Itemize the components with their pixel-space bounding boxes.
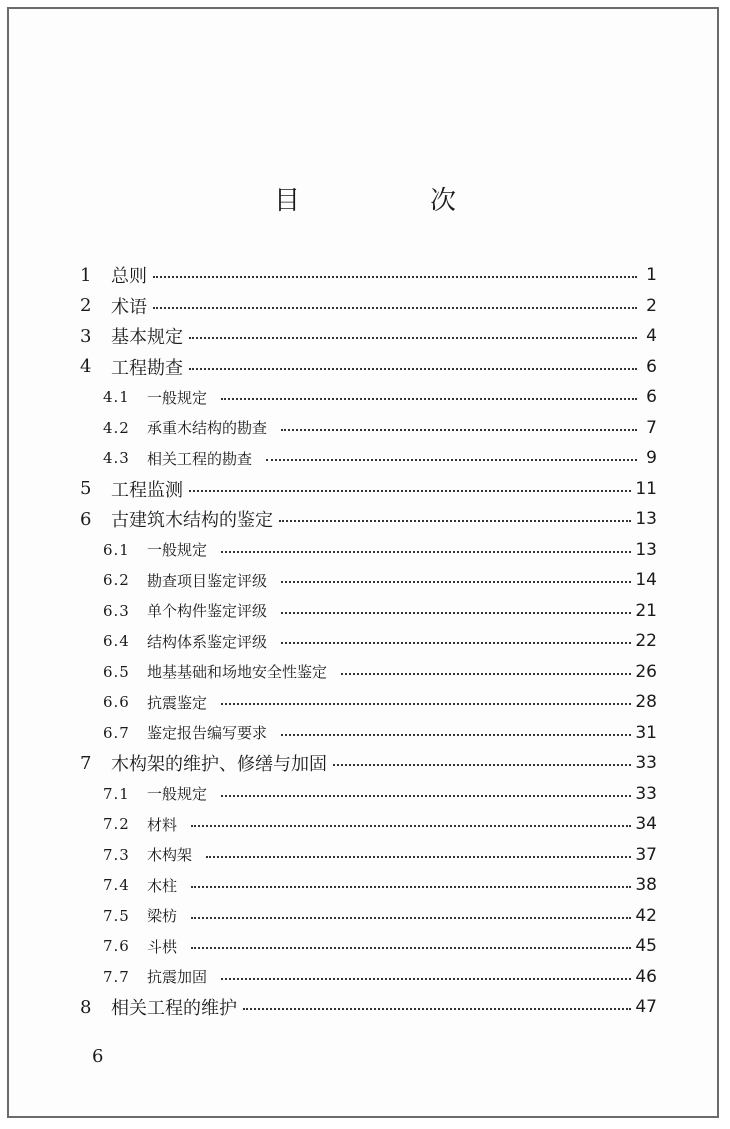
toc-entry-page: 13	[635, 509, 657, 529]
dot-leader	[221, 978, 631, 980]
toc-entry[interactable]	[103, 720, 657, 746]
dot-leader	[221, 398, 637, 400]
toc-entry-label: 结构体系鉴定评级	[147, 632, 268, 651]
toc-entry[interactable]	[103, 933, 657, 959]
toc-entry-page: 38	[635, 875, 657, 895]
toc-entry-label: 总则	[111, 266, 147, 287]
toc-entry-label: 材料	[147, 815, 178, 834]
dot-leader	[153, 307, 637, 309]
toc-entry[interactable]	[103, 842, 657, 868]
toc-entry-label: 工程监测	[111, 479, 183, 501]
toc-entry-number: 4.3	[103, 449, 130, 467]
toc-entry-number: 6.2	[103, 571, 130, 589]
toc-entry-page: 26	[635, 661, 657, 682]
toc-entry-label: 木构架	[147, 846, 193, 864]
toc-entry-label: 工程勘查	[111, 357, 183, 379]
toc-entry-page: 2	[646, 295, 657, 316]
toc-entry[interactable]	[103, 628, 657, 654]
toc-entry-number: 6	[80, 508, 92, 530]
toc-entry-page: 33	[635, 753, 657, 773]
toc-entry-page: 6	[646, 356, 657, 377]
toc-entry-label: 斗栱	[147, 937, 178, 956]
toc-entry[interactable]	[80, 994, 657, 1020]
toc-entry-number: 6.5	[103, 662, 130, 681]
toc-entry[interactable]	[80, 293, 657, 319]
toc-entry-number: 4	[80, 356, 92, 377]
toc-entry-number: 8	[80, 996, 92, 1018]
toc-entry-number: 5	[80, 478, 92, 499]
toc-entry[interactable]	[80, 262, 657, 288]
toc-entry-page: 14	[635, 570, 657, 590]
toc-entry-label: 一般规定	[147, 541, 208, 559]
toc-entry-page: 22	[635, 631, 657, 651]
dot-leader	[206, 856, 631, 858]
dot-leader	[191, 886, 631, 888]
toc-entry-number: 7.2	[103, 815, 130, 833]
toc-entry-page: 11	[635, 478, 657, 499]
page-number: 6	[92, 1046, 104, 1067]
toc-entry-number: 4.1	[103, 388, 130, 406]
toc-entry-number: 4.2	[103, 418, 130, 437]
toc-entry-number: 7	[80, 752, 92, 774]
dot-leader	[281, 429, 637, 431]
toc-entry[interactable]	[103, 903, 657, 929]
toc-entry-page: 6	[646, 387, 657, 407]
toc-entry-number: 7.7	[103, 967, 130, 986]
toc-entry[interactable]	[80, 750, 657, 776]
dot-leader	[189, 337, 637, 339]
toc-entry-page: 33	[635, 783, 657, 804]
toc-entry-number: 6.4	[103, 632, 130, 650]
toc-entry-page: 34	[635, 814, 657, 834]
dot-leader	[243, 1008, 631, 1010]
toc-entry-label: 基本规定	[111, 327, 183, 348]
dot-leader	[279, 520, 631, 522]
dot-leader	[221, 703, 631, 705]
toc-entry-label: 鉴定报告编写要求	[147, 724, 268, 742]
toc-entry-label: 勘查项目鉴定评级	[147, 571, 268, 590]
dot-leader	[191, 825, 631, 827]
toc-entry-number: 6.1	[103, 540, 130, 559]
toc-entry-label: 地基基础和场地安全性鉴定	[147, 663, 328, 681]
toc-entry[interactable]	[103, 781, 657, 807]
toc-entry-page: 31	[635, 722, 657, 743]
toc-entry[interactable]	[80, 476, 657, 502]
dot-leader	[333, 764, 631, 766]
dot-leader	[266, 459, 637, 461]
toc-entry[interactable]	[103, 811, 657, 837]
toc-entry[interactable]	[80, 323, 657, 349]
toc-entry[interactable]	[103, 567, 657, 593]
dot-leader	[281, 642, 631, 644]
dot-leader	[189, 490, 631, 492]
toc-entry[interactable]	[103, 659, 657, 685]
toc-entry-label: 术语	[111, 296, 147, 318]
toc-entry-number: 6.6	[103, 693, 130, 711]
toc-entry-page: 7	[646, 417, 657, 438]
toc-entry-page: 21	[635, 600, 657, 621]
toc-entry-label: 一般规定	[147, 785, 208, 803]
toc-entry-page: 45	[635, 936, 657, 956]
toc-entry[interactable]	[103, 537, 657, 563]
toc-entry-label: 承重木结构的勘查	[147, 419, 268, 437]
toc-entry-label: 梁枋	[147, 907, 178, 925]
dot-leader	[221, 795, 631, 797]
toc-entry[interactable]	[103, 689, 657, 715]
toc-entry-page: 46	[635, 966, 657, 987]
toc-entry-label: 抗震鉴定	[147, 693, 208, 712]
dot-leader	[281, 612, 631, 614]
toc-entry-label: 抗震加固	[147, 968, 208, 986]
dot-leader	[191, 917, 631, 919]
toc-entry-page: 4	[646, 326, 657, 346]
toc-entry-label: 古建筑木结构的鉴定	[111, 510, 273, 531]
dot-leader	[153, 276, 637, 278]
dot-leader	[189, 368, 637, 370]
toc-entry[interactable]	[103, 872, 657, 898]
dot-leader	[191, 947, 631, 949]
toc-entry-number: 3	[80, 325, 92, 347]
toc-entry-label: 单个构件鉴定评级	[147, 602, 268, 620]
toc-entry-label: 相关工程的勘查	[147, 449, 253, 468]
toc-entry-page: 37	[635, 844, 657, 865]
page-title: 目 次	[273, 186, 508, 216]
toc-entry-page: 1	[646, 265, 657, 285]
toc-entry-number: 6.7	[103, 723, 130, 742]
toc-entry[interactable]	[103, 415, 657, 441]
toc-entry[interactable]	[103, 598, 657, 624]
toc-entry-number: 2	[80, 295, 92, 316]
dot-leader	[221, 551, 631, 553]
toc-entry[interactable]	[80, 506, 657, 532]
dot-leader	[341, 673, 631, 675]
toc-entry-number: 7.5	[103, 906, 130, 925]
toc-entry[interactable]	[103, 384, 657, 410]
toc-entry-page: 42	[635, 905, 657, 926]
toc-entry-page: 28	[635, 692, 657, 712]
toc-entry-page: 47	[635, 997, 657, 1017]
toc-entry-number: 7.6	[103, 937, 130, 955]
toc-entry-number: 1	[80, 264, 92, 286]
toc-entry-number: 7.3	[103, 845, 130, 864]
toc-entry-label: 一般规定	[147, 388, 208, 407]
dot-leader	[281, 581, 631, 583]
toc-entry-page: 9	[646, 448, 657, 468]
toc-entry-number: 7.4	[103, 876, 130, 894]
toc-entry[interactable]	[80, 354, 657, 380]
dot-leader	[281, 734, 631, 736]
toc-entry-number: 7.1	[103, 784, 130, 803]
toc-entry[interactable]	[103, 445, 657, 471]
toc-entry-label: 相关工程的维护	[111, 998, 237, 1019]
toc-entry-number: 6.3	[103, 601, 130, 620]
toc-entry-page: 13	[635, 539, 657, 560]
toc-entry-label: 木构架的维护、修缮与加固	[111, 754, 327, 775]
toc-entry-label: 木柱	[147, 876, 178, 895]
toc-entry[interactable]	[103, 964, 657, 990]
